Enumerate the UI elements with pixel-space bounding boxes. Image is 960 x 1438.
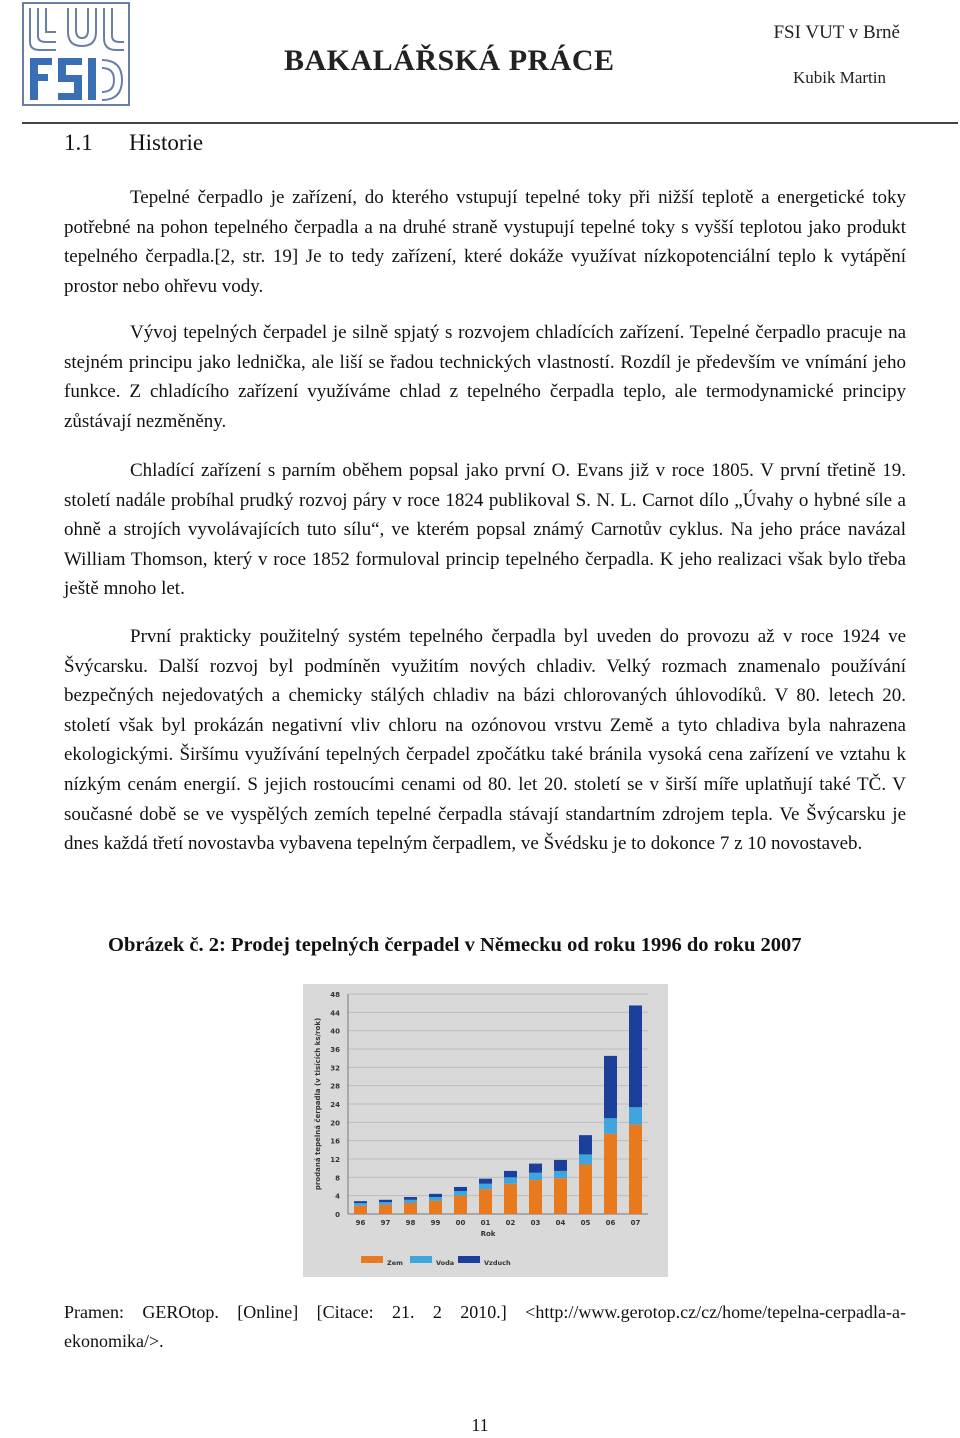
bar-segment-voda [579,1154,592,1164]
y-tick-label: 48 [330,991,340,999]
bar-segment-zem [529,1180,542,1214]
paragraph: První prakticky použitelný systém tepelného čerpadla byl uveden do provozu až v roce 1924 ve Švýcarsku. Další rozvoj byl podmíněn využitím nových chladiv. Velký rozmach znamenalo používání bezpečných nejedovatých a chemicky stálých chladiv na bázi chlorovaných úhlovodíků. V 80. letech 20. století však byl prokázán negativní vliv chloru na ozónovou vrstvu Země a tyto chladiva byla nahrazena ekologickými. Širšímu využívání tepelných čerpadel zpočátku také bránila vysoká cena zařízení ve vztahu k nízkým cenám energií. S jejich rostoucími cenami od 80. let 20. století se v širší míře uplatňují také TČ. V současné době se ve vyspělých zemích tepelné čerpadla stávají standartním zdrojem tepla. Ve Švýcarsku je dnes každá třetí novostavba vybavena tepelným čerpadlem, ve Švédsku je to dokonce 7 z 10 novostaveb. [64,626,906,855]
bar-segment-zem [554,1178,567,1214]
legend-label: Vzduch [484,1259,511,1267]
legend-swatch-zem [361,1256,383,1263]
bar-segment-zem [379,1205,392,1214]
x-tick-label: 00 [455,1219,466,1227]
y-tick-label: 44 [330,1009,340,1018]
y-tick-label: 36 [330,1046,340,1054]
bar-segment-vzduch [604,1056,617,1118]
legend-swatch-vzduch [458,1256,480,1263]
x-axis-label: Rok [480,1230,496,1238]
paragraph: Vývoj tepelných čerpadel je silně spjatý s rozvojem chladících zařízení. Tepelné čerpadlo pracuje na stejném principu jako lednička, ale liší se řadou technických vlastností. Rozdíl je především ve vnímání jeho funkce. Z chladícího zařízení využíváme chlad z tepelného čerpadla teplo, ale termodynamické principy zůstávají nezměněny. [64,322,906,432]
y-tick-label: 32 [330,1064,340,1073]
bar-segment-zem [629,1125,642,1214]
y-tick-label: 20 [330,1119,340,1128]
y-tick-label: 28 [330,1082,340,1091]
legend-swatch-voda [410,1256,432,1263]
bar-segment-vzduch [529,1164,542,1173]
section-number: 1.1 [64,130,93,155]
x-tick-label: 04 [555,1219,566,1227]
header-divider [22,122,958,124]
x-tick-label: 05 [580,1219,591,1227]
bar-segment-voda [529,1173,542,1180]
y-tick-label: 16 [330,1137,340,1146]
bar-segment-voda [404,1200,417,1203]
bar-segment-vzduch [504,1171,517,1177]
bar-segment-zem [404,1203,417,1214]
bar-segment-vzduch [404,1197,417,1200]
x-tick-label: 99 [430,1219,441,1227]
y-tick-label: 4 [335,1192,340,1201]
bar-segment-voda [479,1184,492,1190]
bar-segment-voda [504,1177,517,1183]
bar-segment-voda [629,1107,642,1124]
section-heading [64,130,203,156]
y-tick-label: 40 [330,1027,340,1036]
bar-segment-vzduch [379,1200,392,1202]
legend-label: Voda [436,1259,455,1267]
bar-segment-vzduch [354,1201,367,1203]
figure-heat-pump-sales-chart [303,984,668,1277]
bar-segment-zem [604,1134,617,1214]
bar-segment-zem [354,1206,367,1214]
x-tick-label: 02 [505,1219,516,1227]
x-tick-label: 97 [380,1219,391,1227]
stacked-bar-chart [303,984,668,1277]
bar-segment-vzduch [629,1005,642,1107]
bar-segment-voda [604,1118,617,1134]
bar-segment-voda [379,1202,392,1205]
x-tick-label: 06 [605,1219,616,1227]
legend-label: Zem [387,1259,403,1267]
bar-segment-zem [579,1165,592,1215]
x-tick-label: 98 [405,1219,416,1227]
bar-segment-zem [504,1184,517,1214]
bar-segment-vzduch [429,1194,442,1197]
x-tick-label: 07 [630,1219,641,1227]
paragraph: Chladící zařízení s parním oběhem popsal jako první O. Evans již v roce 1805. V první třetině 19. století nadále probíhal prudký rozvoj páry v roce 1824 publikoval S. N. L. Carnot dílo „Úvahy o hybné síle a ohně a strojích vyvolávajících tuto sílu“, ve kterém popsal známý Carnotův cyklus. Na jeho práce navázal William Thomson, který v roce 1852 formuloval princip tepelného čerpadla. K jeho realizaci však bylo třeba ještě mnoho let. [64,460,906,600]
institution-name: FSI VUT v Brně [773,22,900,43]
section-title: Historie [129,130,204,155]
y-axis-label: prodaná tepelná čerpadla (v tisících ks/rok) [314,1017,322,1191]
bar-segment-voda [354,1203,367,1206]
x-tick-label: 96 [355,1219,366,1227]
bar-segment-vzduch [554,1160,567,1171]
page-header [22,0,960,126]
author-name: Kubik Martin [792,68,886,87]
x-tick-label: 01 [480,1219,491,1227]
figure-caption: Obrázek č. 2: Prodej tepelných čerpadel v Německu od roku 1996 do roku 2007 [108,934,802,956]
y-tick-label: 24 [330,1101,340,1109]
page-number: 11 [471,1415,489,1435]
bar-segment-zem [429,1201,442,1214]
bar-segment-zem [479,1189,492,1214]
bar-segment-voda [554,1171,567,1178]
paragraph: Tepelné čerpadlo je zařízení, do kterého vstupují tepelné toky při nižší teplotě a energetické toky potřebné na pohon tepelného čerpadla a na druhé straně vystupují tepelné toky s vyšší teplotou jako produkt tepelného čerpadla.[2, str. 19] Je to tedy zařízení, které dokáže využívat nízkopotenciální teplo k vytápění prostor nebo ohřevu vody. [64,187,906,297]
bar-segment-voda [454,1191,467,1196]
bar-segment-voda [429,1197,442,1201]
y-tick-label: 8 [335,1174,340,1183]
y-tick-label: 12 [330,1156,340,1164]
document-type-title: BAKALÁŘSKÁ PRÁCE [284,44,615,77]
bar-segment-vzduch [454,1187,467,1191]
figure-source: Pramen: GEROtop. [Online] [Citace: 21. 2 2010.] <http://www.gerotop.cz/cz/home/tepelna-cerpadla-a-ekonomika/>. [64,1302,906,1351]
y-tick-label: 0 [335,1211,340,1219]
bar-segment-zem [454,1196,467,1214]
bar-segment-vzduch [579,1135,592,1154]
fsi-logo [22,2,130,106]
bar-segment-vzduch [479,1179,492,1184]
x-tick-label: 03 [530,1219,541,1227]
